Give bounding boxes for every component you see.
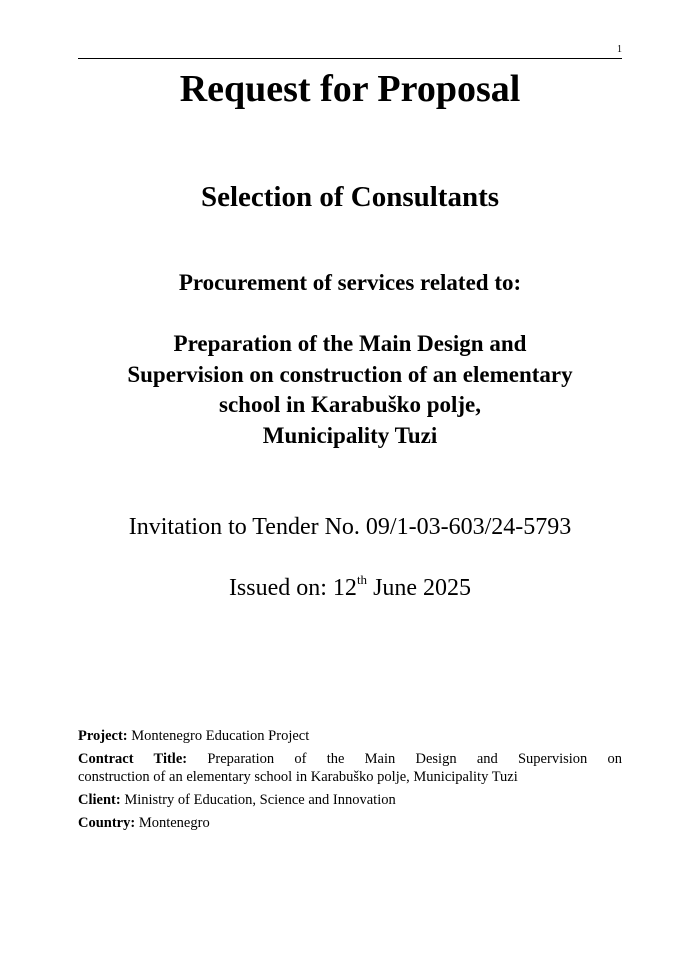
header-rule — [78, 58, 622, 59]
info-client — [78, 791, 622, 809]
info-block — [78, 727, 622, 837]
info-client-label: Client: — [78, 792, 121, 808]
info-country-value: Montenegro — [135, 815, 210, 831]
project-heading-line: Preparation of the Main Design and — [173, 331, 527, 356]
issue-date — [78, 572, 622, 604]
info-project-value: Montenegro Education Project — [127, 728, 310, 744]
info-project-label: Project: — [78, 728, 128, 744]
issue-date-suffix: June 2025 — [367, 575, 472, 601]
info-project — [78, 727, 622, 745]
page-number: 1 — [617, 44, 622, 55]
info-contract-label: Contract Title: — [78, 751, 188, 767]
info-contract-value-line1: Preparation of the Main Design and Supervision on — [187, 751, 622, 767]
info-client-value: Ministry of Education, Science and Innovation — [120, 792, 396, 808]
document-subtitle: Selection of Consultants — [200, 181, 500, 213]
document-title: Request for Proposal — [179, 68, 521, 110]
tender-number: Invitation to Tender No. 09/1-03-603/24-5793 — [128, 514, 572, 540]
issue-date-ordinal: th — [356, 572, 368, 587]
info-contract-value-line2: construction of an elementary school in Karabuško polje, Municipality Tuzi — [78, 769, 518, 785]
project-heading-line: Municipality Tuzi — [262, 422, 438, 448]
info-country-label: Country: — [78, 815, 136, 831]
info-country — [78, 814, 622, 832]
info-contract-line1 — [78, 750, 622, 768]
procurement-heading: Procurement of services related to: — [178, 270, 522, 295]
project-heading-line: school in Karabuško polje, — [219, 392, 481, 417]
issue-date-prefix: Issued on: 12 — [228, 575, 357, 601]
project-heading-line: Supervision on construction of an elementary — [127, 361, 573, 387]
info-contract-title — [78, 750, 622, 786]
project-heading — [78, 329, 622, 451]
